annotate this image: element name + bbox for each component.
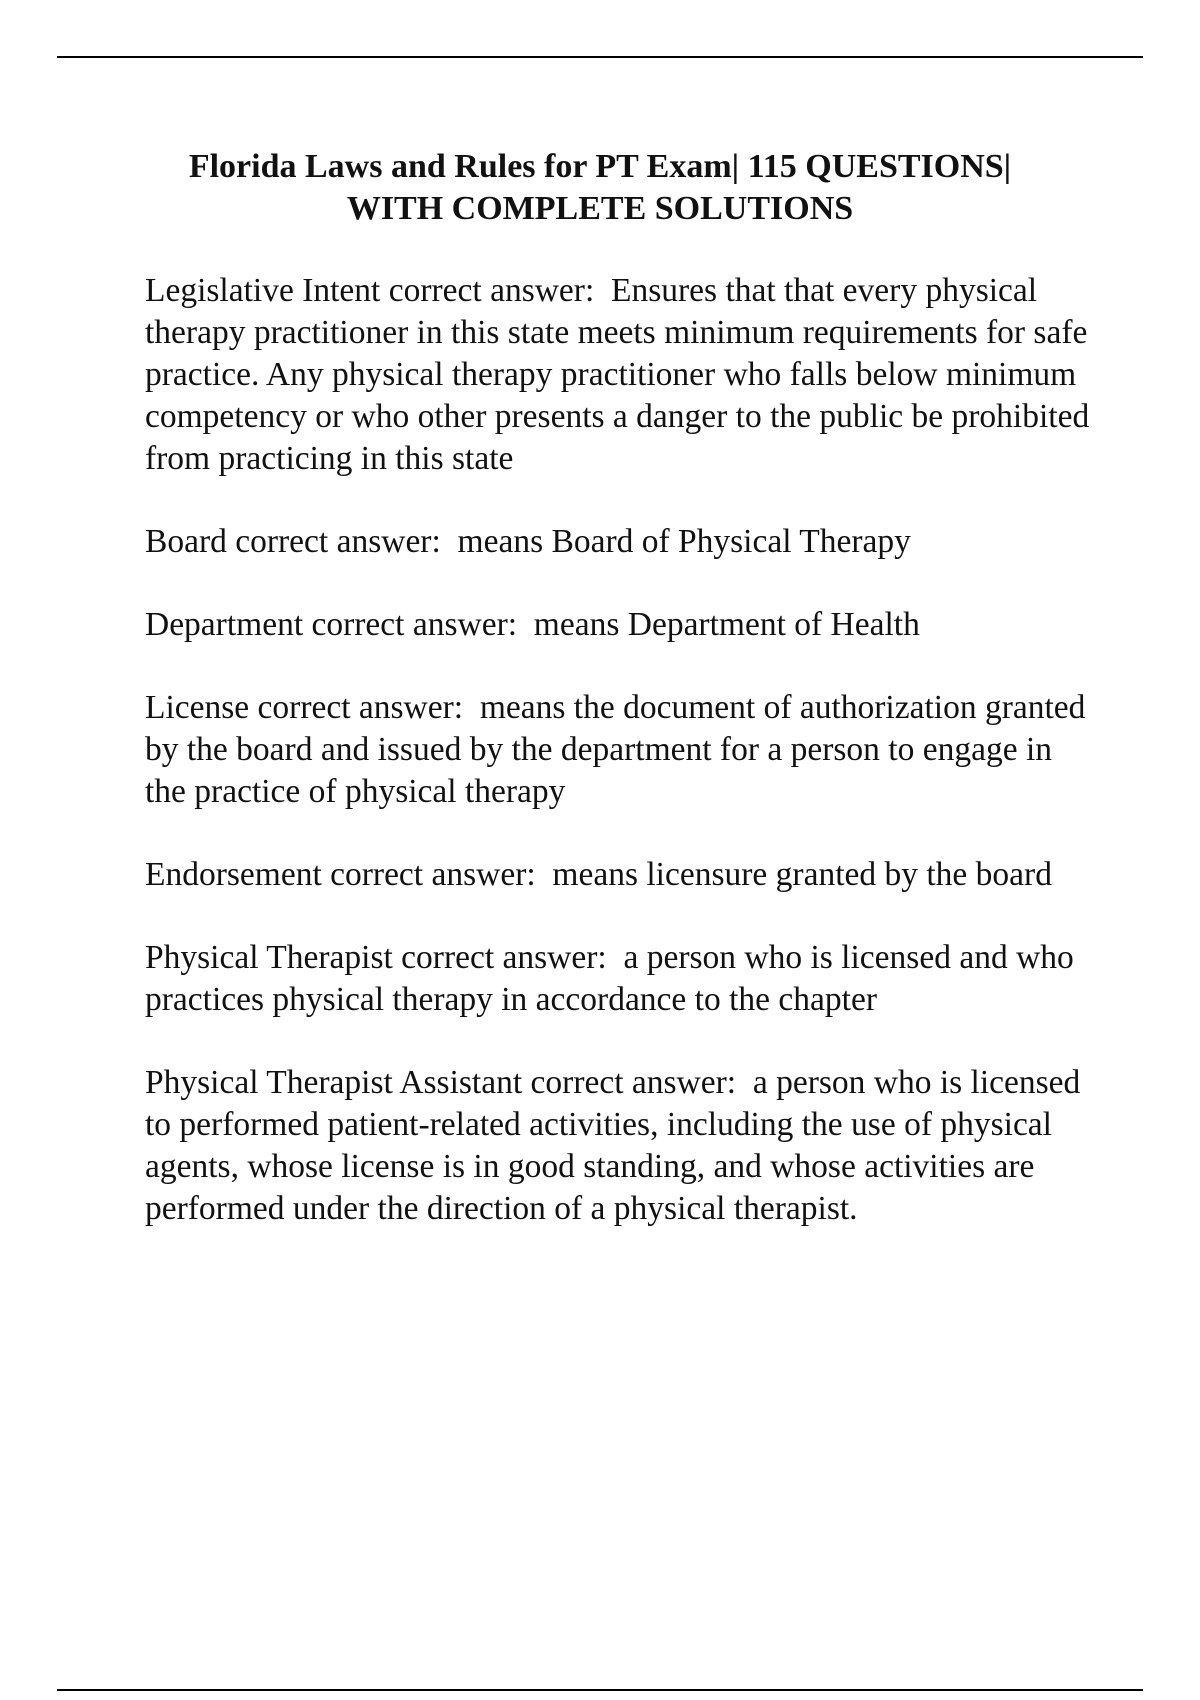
qa-entry-license [145, 687, 1095, 813]
entry-term: License correct answer: [145, 689, 464, 726]
entry-answer: a person who is licensed and who practices physical therapy in accordance to the chapter [145, 939, 1074, 1018]
title-line-2: WITH COMPLETE SOLUTIONS [346, 190, 854, 227]
entry-answer: means Department of Health [533, 606, 920, 643]
entry-term: Board correct answer: [145, 523, 441, 560]
qa-entry-department [145, 604, 1095, 646]
entry-term: Department correct answer: [145, 606, 518, 643]
qa-entry-physical-therapist [145, 937, 1095, 1021]
entry-term: Endorsement correct answer: [145, 856, 536, 893]
page-title [100, 146, 1100, 230]
qa-entry-board [145, 521, 1095, 563]
qa-entry-physical-therapist-assistant [145, 1062, 1095, 1230]
qa-entry-legislative-intent [145, 270, 1095, 480]
entry-term: Physical Therapist Assistant correct answer: [145, 1064, 737, 1101]
entry-answer: means the document of authorization granted by the board and issued by the department for a person to engage in the practice of physical therapy [145, 689, 1086, 810]
entry-answer: a person who is licensed to performed patient-related activities, including the use of physical agents, whose license is in good standing, and whose activities are performed under the direction of a physical therapist. [145, 1064, 1081, 1227]
qa-entry-endorsement [145, 854, 1095, 896]
entry-answer: means licensure granted by the board [552, 856, 1052, 893]
entry-answer: means Board of Physical Therapy [457, 523, 911, 560]
entry-term: Physical Therapist correct answer: [145, 939, 607, 976]
entry-answer: Ensures that that every physical therapy practitioner in this state meets minimum requirements for safe practice. Any physical therapy practitioner who falls below minimum competency or who other presents a danger to the public be prohibited from practicing in this state [145, 272, 1090, 477]
qa-list [145, 270, 1095, 1271]
bottom-divider [57, 1689, 1143, 1691]
entry-term: Legislative Intent correct answer: [145, 272, 595, 309]
title-line-1: Florida Laws and Rules for PT Exam| 115 QUESTIONS| [188, 148, 1012, 185]
